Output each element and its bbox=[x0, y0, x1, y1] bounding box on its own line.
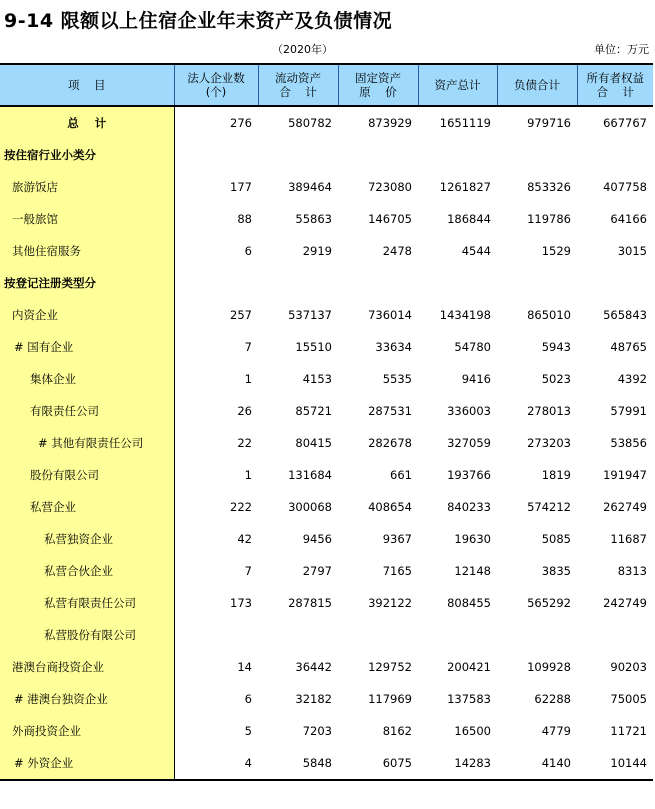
cell-value: 5943 bbox=[541, 340, 571, 354]
row-label: 私营有限责任公司 bbox=[0, 587, 174, 619]
cell-value bbox=[338, 139, 418, 171]
cell-value: 840233 bbox=[447, 500, 491, 514]
table-row bbox=[0, 459, 653, 491]
cell-value: 287815 bbox=[288, 596, 332, 610]
cell-value: 276 bbox=[230, 116, 252, 130]
cell-value: 88 bbox=[237, 212, 252, 226]
cell-value: 117969 bbox=[368, 692, 412, 706]
row-label: 私营合伙企业 bbox=[0, 555, 174, 587]
table-body bbox=[0, 106, 653, 780]
cell-value bbox=[418, 139, 497, 171]
cell-value: 15510 bbox=[295, 340, 332, 354]
cell-value: 565843 bbox=[603, 308, 647, 322]
table-row bbox=[0, 619, 653, 651]
cell-value: 11721 bbox=[610, 724, 647, 738]
cell-value: 32182 bbox=[295, 692, 332, 706]
cell-value bbox=[258, 267, 338, 299]
col-header-total-liabilities: 负债合计 bbox=[497, 64, 577, 106]
row-label: 按登记注册类型分 bbox=[0, 267, 174, 299]
table-row bbox=[0, 491, 653, 523]
row-label: 按住宿行业小类分 bbox=[0, 139, 174, 171]
cell-value: 273203 bbox=[527, 436, 571, 450]
row-label: 内资企业 bbox=[0, 299, 174, 331]
table-row bbox=[0, 203, 653, 235]
cell-value: 186844 bbox=[447, 212, 491, 226]
cell-value: 48765 bbox=[610, 340, 647, 354]
row-label: 股份有限公司 bbox=[0, 459, 174, 491]
cell-value: 392122 bbox=[368, 596, 412, 610]
cell-value: 2797 bbox=[302, 564, 332, 578]
cell-value: 9367 bbox=[382, 532, 412, 546]
cell-value: 9416 bbox=[461, 372, 491, 386]
cell-value: 80415 bbox=[295, 436, 332, 450]
cell-value: 979716 bbox=[527, 116, 571, 130]
cell-value: 85721 bbox=[295, 404, 332, 418]
cell-value: 4 bbox=[174, 747, 258, 780]
cell-value: 11687 bbox=[610, 532, 647, 546]
cell-value: 64166 bbox=[610, 212, 647, 226]
cell-value: 4392 bbox=[617, 372, 647, 386]
cell-value: 3015 bbox=[617, 244, 647, 258]
row-label: # 其他有限责任公司 bbox=[0, 427, 174, 459]
cell-value: 1529 bbox=[541, 244, 571, 258]
cell-value: 173 bbox=[230, 596, 252, 610]
col-header-count: 法人企业数 (个) bbox=[174, 64, 258, 106]
cell-value bbox=[497, 139, 577, 171]
cell-value bbox=[418, 619, 497, 651]
cell-value: 146705 bbox=[368, 212, 412, 226]
cell-value bbox=[258, 139, 338, 171]
col-header-owner-equity: 所有者权益 合 计 bbox=[577, 64, 653, 106]
cell-value: 865010 bbox=[527, 308, 571, 322]
cell-value: 7 bbox=[244, 340, 252, 354]
cell-value: 257 bbox=[230, 308, 252, 322]
cell-value: 16500 bbox=[454, 724, 491, 738]
cell-value: 177 bbox=[230, 180, 252, 194]
cell-value: 736014 bbox=[368, 308, 412, 322]
cell-value: 33634 bbox=[375, 340, 412, 354]
cell-value: 6 bbox=[244, 692, 252, 706]
cell-value: 8313 bbox=[617, 564, 647, 578]
cell-value: 6075 bbox=[338, 747, 418, 780]
cell-value: 667767 bbox=[603, 116, 647, 130]
table-row bbox=[0, 171, 653, 203]
col-header-total-assets: 资产总计 bbox=[418, 64, 497, 106]
row-label: 一般旅馆 bbox=[0, 203, 174, 235]
cell-value: 278013 bbox=[527, 404, 571, 418]
cell-value bbox=[577, 619, 653, 651]
cell-value bbox=[577, 139, 653, 171]
cell-value: 7 bbox=[244, 564, 252, 578]
cell-value: 8162 bbox=[382, 724, 412, 738]
row-label: # 国有企业 bbox=[0, 331, 174, 363]
cell-value: 300068 bbox=[288, 500, 332, 514]
cell-value bbox=[497, 267, 577, 299]
table-row bbox=[0, 651, 653, 683]
cell-value: 222 bbox=[230, 500, 252, 514]
cell-value: 5023 bbox=[541, 372, 571, 386]
cell-value: 537137 bbox=[288, 308, 332, 322]
cell-value: 4140 bbox=[497, 747, 577, 780]
cell-value: 14283 bbox=[418, 747, 497, 780]
row-label: 港澳台商投资企业 bbox=[0, 651, 174, 683]
cell-value: 55863 bbox=[295, 212, 332, 226]
row-label: 旅游饭店 bbox=[0, 171, 174, 203]
cell-value bbox=[497, 619, 577, 651]
cell-value: 5085 bbox=[541, 532, 571, 546]
cell-value: 1651119 bbox=[439, 116, 491, 130]
table-row bbox=[0, 587, 653, 619]
table-row bbox=[0, 523, 653, 555]
cell-value: 574212 bbox=[527, 500, 571, 514]
cell-value: 57991 bbox=[610, 404, 647, 418]
cell-value: 408654 bbox=[368, 500, 412, 514]
cell-value: 193766 bbox=[447, 468, 491, 482]
cell-value: 26 bbox=[237, 404, 252, 418]
cell-value: 580782 bbox=[288, 116, 332, 130]
year-label: （2020年） bbox=[272, 43, 333, 56]
table-row bbox=[0, 106, 653, 139]
cell-value: 4153 bbox=[302, 372, 332, 386]
cell-value bbox=[258, 619, 338, 651]
col-header-fixed-assets: 固定资产 原 价 bbox=[338, 64, 418, 106]
cell-value bbox=[174, 267, 258, 299]
col-header-current-assets: 流动资产 合 计 bbox=[258, 64, 338, 106]
cell-value: 1 bbox=[244, 372, 252, 386]
table-row bbox=[0, 747, 653, 780]
data-table bbox=[0, 63, 653, 781]
table-row bbox=[0, 683, 653, 715]
cell-value: 1261827 bbox=[439, 180, 491, 194]
row-label: # 外资企业 bbox=[0, 747, 174, 780]
cell-value bbox=[174, 139, 258, 171]
row-label: 私营企业 bbox=[0, 491, 174, 523]
cell-value: 2478 bbox=[382, 244, 412, 258]
table-row bbox=[0, 139, 653, 171]
cell-value: 22 bbox=[237, 436, 252, 450]
cell-value: 242749 bbox=[603, 596, 647, 610]
cell-value: 131684 bbox=[288, 468, 332, 482]
table-row bbox=[0, 299, 653, 331]
table-title: 9-14 限额以上住宿企业年末资产及负债情况 bbox=[4, 10, 393, 32]
cell-value: 7165 bbox=[382, 564, 412, 578]
cell-value bbox=[338, 619, 418, 651]
cell-value: 282678 bbox=[368, 436, 412, 450]
cell-value: 2919 bbox=[302, 244, 332, 258]
table-row bbox=[0, 235, 653, 267]
cell-value: 6 bbox=[244, 244, 252, 258]
cell-value: 200421 bbox=[447, 660, 491, 674]
row-label: 集体企业 bbox=[0, 363, 174, 395]
cell-value: 407758 bbox=[603, 180, 647, 194]
cell-value: 10144 bbox=[577, 747, 653, 780]
header-row bbox=[0, 64, 653, 106]
cell-value: 9456 bbox=[302, 532, 332, 546]
table-row bbox=[0, 555, 653, 587]
cell-value: 5 bbox=[244, 724, 252, 738]
cell-value bbox=[174, 619, 258, 651]
table-row bbox=[0, 331, 653, 363]
cell-value: 262749 bbox=[603, 500, 647, 514]
cell-value: 75005 bbox=[610, 692, 647, 706]
cell-value: 62288 bbox=[534, 692, 571, 706]
cell-value: 54780 bbox=[454, 340, 491, 354]
cell-value: 129752 bbox=[368, 660, 412, 674]
cell-value: 14 bbox=[237, 660, 252, 674]
cell-value: 19630 bbox=[454, 532, 491, 546]
cell-value: 5535 bbox=[382, 372, 412, 386]
col-header-item: 项 目 bbox=[0, 64, 174, 106]
cell-value: 137583 bbox=[447, 692, 491, 706]
unit-label: 单位：万元 bbox=[594, 43, 649, 56]
cell-value: 42 bbox=[237, 532, 252, 546]
cell-value: 7203 bbox=[302, 724, 332, 738]
table-row bbox=[0, 395, 653, 427]
cell-value: 389464 bbox=[288, 180, 332, 194]
row-label: 有限责任公司 bbox=[0, 395, 174, 427]
row-label: 私营独资企业 bbox=[0, 523, 174, 555]
cell-value: 853326 bbox=[527, 180, 571, 194]
row-label: # 港澳台独资企业 bbox=[0, 683, 174, 715]
cell-value: 1 bbox=[244, 468, 252, 482]
row-label: 私营股份有限公司 bbox=[0, 619, 174, 651]
cell-value: 36442 bbox=[295, 660, 332, 674]
cell-value: 336003 bbox=[447, 404, 491, 418]
cell-value: 4779 bbox=[541, 724, 571, 738]
cell-value: 873929 bbox=[368, 116, 412, 130]
cell-value: 565292 bbox=[527, 596, 571, 610]
table-row bbox=[0, 267, 653, 299]
cell-value: 808455 bbox=[447, 596, 491, 610]
cell-value: 5848 bbox=[258, 747, 338, 780]
cell-value: 3835 bbox=[541, 564, 571, 578]
cell-value: 723080 bbox=[368, 180, 412, 194]
table-row bbox=[0, 363, 653, 395]
cell-value: 119786 bbox=[527, 212, 571, 226]
cell-value: 109928 bbox=[527, 660, 571, 674]
cell-value: 327059 bbox=[447, 436, 491, 450]
cell-value: 191947 bbox=[603, 468, 647, 482]
row-label: 外商投资企业 bbox=[0, 715, 174, 747]
cell-value: 12148 bbox=[454, 564, 491, 578]
cell-value: 1434198 bbox=[439, 308, 491, 322]
row-label: 其他住宿服务 bbox=[0, 235, 174, 267]
cell-value: 90203 bbox=[610, 660, 647, 674]
row-label: 总 计 bbox=[0, 106, 174, 139]
cell-value: 4544 bbox=[461, 244, 491, 258]
cell-value: 53856 bbox=[610, 436, 647, 450]
cell-value: 1819 bbox=[541, 468, 571, 482]
table-row bbox=[0, 715, 653, 747]
cell-value bbox=[338, 267, 418, 299]
cell-value: 661 bbox=[390, 468, 412, 482]
cell-value bbox=[577, 267, 653, 299]
table-row bbox=[0, 427, 653, 459]
cell-value bbox=[418, 267, 497, 299]
cell-value: 287531 bbox=[368, 404, 412, 418]
